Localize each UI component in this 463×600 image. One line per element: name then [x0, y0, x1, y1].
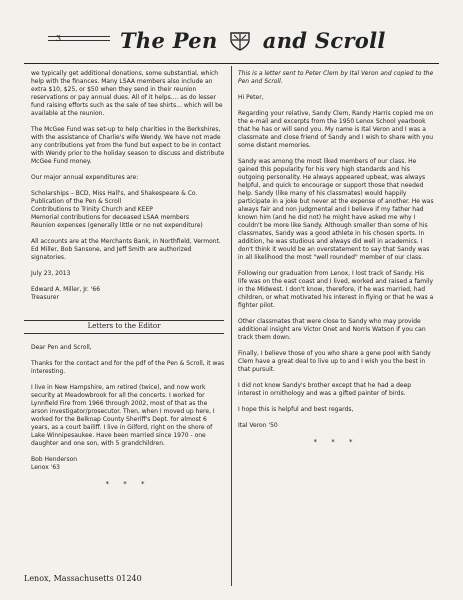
- treasurer-paragraph-expenditures-intro: Our major annual expenditures are:: [31, 174, 139, 181]
- letter-paragraph: I live in New Hampshire, am retired (twice), and now work security at Meadowbrook for all the concerts. I worked for Lynnfield Fire from 1966 through 2002, most of that as the arson investigator/prosecutor. Then, when I moved up here, I worked for the Belknap County Sheriff's Dept. for almost 6 years, as a court bailiff. I live in Gilford, right on the shore of Lake Winnipesaukee. Have been married since 1970 - one daughter and one son, with 5 grandchildren.: [31, 384, 215, 447]
- masthead-title-right: and Scroll: [262, 28, 386, 53]
- letter-signature: Bob Henderson Lenox '63: [31, 456, 78, 471]
- letter-paragraph: Other classmates that were close to Sandy who may provide additional insight are Victor Onet and Norris Watson if you can track them down.: [238, 318, 426, 341]
- masthead-title-left: The Pen: [120, 28, 218, 53]
- treasurer-signature: Edward A. Miller, Jr. '66 Treasurer: [31, 286, 101, 301]
- right-column: [238, 70, 434, 446]
- treasurer-date: July 23, 2013: [31, 270, 71, 277]
- letter-paragraph: Regarding your relative, Sandy Clem, Randy Harris copied me on the e-mail and excerpts from the 1950 Lenox School yearbook that he has or will send you. My name is Ital Veron and I was a classmate and close friend of Sandy and I wish to share with you some distant memories.: [238, 110, 434, 149]
- masthead: [24, 24, 439, 64]
- masthead-title: [120, 28, 386, 53]
- left-column: [31, 70, 225, 310]
- section-separator: * * *: [313, 438, 359, 446]
- letter-paragraph: Finally, I believe those of you who share a gene pool with Sandy Clem have a great deal to live up to and I wish you the best in that pursuit.: [238, 350, 431, 373]
- letters-section-title: Letters to the Editor: [87, 322, 161, 330]
- letter-henderson: [31, 344, 225, 488]
- page-number: 3: [56, 34, 62, 43]
- letter-paragraph: Sandy was among the most liked members of our class. He gained this popularity for his very high standards and his outgoing personality. He always appeared upbeat, was always helpful, and quick to encourage or support those that needed help. Sandy (like many of his classmates) would happily participate in a joke but never at the expense of another. He was always fair and non judgmental and I believe if my father had known him (and he did not) he might have asked me why I couldn't be more like Sandy. Although smaller than some of his classmates, Sandy was a good athlete in his chosen sports. In addition, he was studious and always did well in academics. I don't think it would be an overstatement to say that Sandy was in all likelihood the most "well rounded" member of our class.: [238, 158, 434, 261]
- masthead-underline: [24, 63, 439, 64]
- treasurer-expenditures-list: Scholarships – BCD, Miss Hall's, and Shakespeare & Co. Publication of the Pen & Scroll Contributions to Trinity Church and KEEP Memorial contributions for deceased LSAA members Reunion expenses (generally little or no net expenditure): [31, 190, 203, 229]
- column-divider: [231, 66, 232, 586]
- treasurer-paragraph-donations: we typically get additional donations, some substantial, which help with the finances. Many LSAA members also include an extra $10, $25, or $50 when they send in their reunion reservations or pay annual dues. All of it helps.... as do lesser fund raising efforts such as the sale of tee shirts... which will be available at the reunion.: [31, 70, 223, 117]
- treasurer-paragraph-mcgee: The McGee Fund was set-up to help charities in the Berkshires, with the assistance of Charlie's wife Wendy. We have not made any contributions yet from the fund but expect to be in contact with Wendy prior to the holiday season to discuss and distribute McGee Fund money.: [31, 126, 225, 165]
- letter-signature: Ital Veron '50: [238, 422, 278, 429]
- letter-paragraph: Following our graduation from Lenox, I lost track of Sandy. His life was on the east coast and I lived, worked and raised a family in the Midwest. I don't know, therefore, if he was married, had children, or what motivated his interest in flying or that he was a fighter pilot.: [238, 270, 434, 309]
- letter-closing: I hope this is helpful and best regards,: [238, 406, 354, 413]
- letter-intro: This is a letter sent to Peter Clem by Ital Veron and copied to the Pen and Scroll.: [238, 70, 434, 85]
- letter-greeting: Hi Peter,: [238, 94, 264, 101]
- letter-greeting: Dear Pen and Scroll,: [31, 344, 92, 351]
- footer-address: Lenox, Massachusetts 01240: [24, 574, 142, 583]
- letters-section-header: [24, 320, 224, 334]
- section-separator: * * *: [105, 480, 151, 488]
- treasurer-paragraph-accounts: All accounts are at the Merchants Bank, in Northfield, Vermont. Ed Miller, Bob Sansone, and Jeff Smith are authorized signatories.: [31, 238, 221, 261]
- letter-paragraph: I did not know Sandy's brother except that he had a deep interest in ornithology and was a gifted painter of birds.: [238, 382, 412, 397]
- crest-icon: [229, 31, 251, 51]
- letter-paragraph: Thanks for the contact and for the pdf of the Pen & Scroll, it was interesting.: [31, 360, 225, 375]
